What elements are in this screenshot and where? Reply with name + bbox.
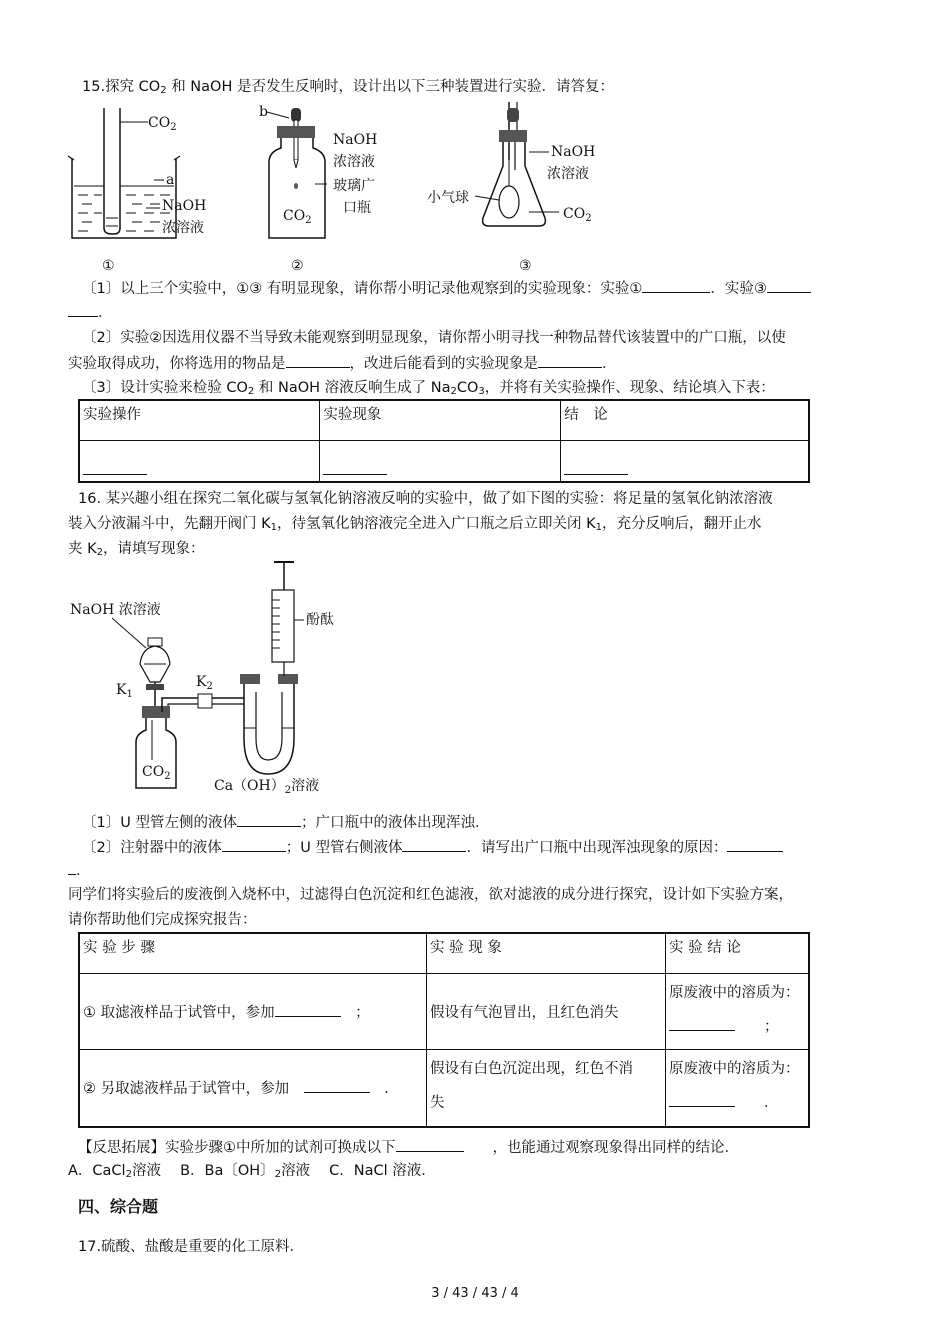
answer-blank[interactable] (222, 837, 286, 852)
fig2-conc-label: 浓溶液 (333, 154, 375, 170)
q16-stem-line2: 装入分液漏斗中，先翻开阀门 $K_1$，待氢氧化钠溶液完全进入广口瓶之后立即关闭 $K_1$，充分反响后，翻开止水 (68, 516, 762, 533)
answer-blank[interactable] (237, 812, 301, 827)
q15-table-answer-cell[interactable] (561, 440, 809, 482)
q15-table-header-conclusion: 结 论 (561, 400, 809, 440)
fig3-co2-label: $CO_2$ (563, 206, 592, 224)
q15-figure-2 (255, 100, 415, 275)
q15-figure-3 (425, 100, 615, 275)
q16-table-header-conclusion: 实 验 结 论 (666, 933, 810, 973)
answer-blank[interactable] (538, 353, 602, 368)
fig2-b-label: b (259, 104, 268, 120)
q15-table-header-operation: 实验操作 (79, 400, 320, 440)
fig2-bottle-label-2: 口瓶 (343, 200, 371, 216)
q15-part3: 〔3〕设计实验来检验 $CO_2$ 和 NaOH 溶液反响生成了 $Na_2CO_3$，并将有关实验操作、现象、结论填入下表： (82, 380, 775, 397)
fig1-number: ① (102, 258, 115, 274)
fig16-k2-label: $K_2$ (196, 674, 213, 692)
q16-part2: 〔2〕注射器中的液体 ；U 型管右侧液体 ．请写出广口瓶中出现浑浊现象的原因： (82, 837, 783, 858)
answer-blank[interactable] (642, 278, 710, 293)
q15-table-header-phenomenon: 实验现象 (320, 400, 561, 440)
q15-part2-line1: 〔2〕实验②因选用仪器不当导致未能观察到明显现象，请你帮小明寻找一种物品替代该装置中的广口瓶，以使 (82, 330, 786, 346)
q16-table (78, 932, 810, 1128)
fig2-naoh-label: NaOH (333, 132, 378, 148)
answer-blank[interactable] (402, 837, 466, 852)
answer-blank[interactable] (304, 1078, 370, 1093)
answer-blank[interactable] (68, 302, 98, 317)
fig16-co2-label: $CO_2$ (142, 764, 171, 782)
q16-paragraph-line2: 请你帮助他们完成探究报告： (68, 912, 257, 928)
q17-stem: 17.硫酸、盐酸是重要的化工原料． (78, 1239, 305, 1255)
fig16-caoh2-label: $Ca(OH)_2$溶液 (214, 778, 320, 795)
q16-paragraph-line1: 同学们将实验后的废液倒入烧杯中，过滤得白色沉淀和红色滤液，欲对滤液的成分进行探究，设计如下实验方案， (68, 887, 793, 903)
q16-table-row1-phenomenon: 假设有气泡冒出，且红色消失 (427, 973, 666, 1049)
q16-options: A．CaCl$_2$溶液 B．Ba〔OH〕$_2$溶液 C．NaCl 溶液． (68, 1163, 436, 1180)
answer-blank[interactable] (669, 1092, 735, 1107)
q15-stem: 15.探究 $CO_2$ 和 NaOH 是否发生反响时，设计出以下三种装置进行实验．请答复： (82, 79, 614, 96)
q15-part1: 〔1〕以上三个实验中，①③ 有明显现象，请你帮小明记录他观察到的实验现象：实验① ．实验③ (82, 278, 811, 299)
fig1-co2-label: $CO_2$ (148, 115, 177, 133)
fig3-naoh-label: NaOH (551, 144, 596, 160)
fig1-a-label: a (166, 172, 175, 188)
q16-reflection: 【反思拓展】实验步骤①中所加的试剂可换成以下 ，也能通过观察现象得出同样的结论． (78, 1137, 739, 1158)
q16-table-header-phenomenon: 实 验 现 象 (427, 933, 666, 973)
answer-blank[interactable] (396, 1137, 464, 1152)
q16-figure (68, 560, 368, 795)
q16-table-row2-phenomenon: 假设有白色沉淀出现，红色不消 失 (427, 1049, 666, 1127)
fig1-conc-label: 浓溶液 (162, 220, 204, 236)
q16-stem-line1: 16. 某兴趣小组在探究二氧化碳与氢氧化钠溶液反响的实验中，做了如下图的实验：将足量的氢氧化钠浓溶液 (78, 491, 773, 507)
answer-blank[interactable] (275, 1002, 341, 1017)
fig1-naoh-label: NaOH (162, 198, 207, 214)
q15-figure-1 (68, 100, 238, 275)
answer-blank[interactable] (727, 837, 783, 852)
fig3-balloon-label: 小气球 (427, 190, 469, 206)
fig16-k1-label: $K_1$ (116, 682, 133, 700)
answer-blank[interactable] (286, 353, 350, 368)
fig2-bottle-label-1: 玻璃广 (333, 178, 375, 194)
q16-part2-cont: ． (68, 860, 91, 881)
fig16-phenolphthalein-label: 酚酞 (306, 612, 334, 628)
q15-table-answer-cell[interactable] (320, 440, 561, 482)
q16-table-row2-step: ② 另取滤液样品于试管中，参加 ． (79, 1049, 427, 1127)
q15-table (78, 399, 810, 483)
q16-part1: 〔1〕U 型管左侧的液体 ；广口瓶中的液体出现浑浊． (82, 812, 489, 833)
answer-blank[interactable] (68, 860, 76, 875)
fig2-co2-label: $CO_2$ (283, 208, 312, 226)
q16-table-row1-conclusion: 原废液中的溶质为： ； (666, 973, 810, 1049)
fig2-number: ② (291, 258, 304, 274)
q16-table-row2-conclusion: 原废液中的溶质为： ． (666, 1049, 810, 1127)
answer-blank[interactable] (767, 278, 811, 293)
q16-table-row1-step: ① 取滤液样品于试管中，参加 ； (79, 973, 427, 1049)
fig3-conc-label: 浓溶液 (547, 166, 589, 182)
q15-table-answer-cell[interactable] (79, 440, 320, 482)
fig16-naoh-label: NaOH 浓溶液 (70, 602, 161, 618)
answer-blank[interactable] (669, 1016, 735, 1031)
q16-table-header-step: 实 验 步 骤 (79, 933, 427, 973)
q16-stem-line3: 夹 $K_2$，请填写现象： (68, 541, 205, 558)
section-heading: 四、综合题 (78, 1197, 159, 1216)
q15-part2-line2: 实验取得成功，你将选用的物品是 ，改进后能看到的实验现象是 ． (68, 353, 617, 374)
page-footer: 3 / 43 / 43 / 4 (431, 1286, 519, 1301)
q15-part1-cont: ． (68, 302, 113, 323)
fig3-number: ③ (519, 258, 532, 274)
